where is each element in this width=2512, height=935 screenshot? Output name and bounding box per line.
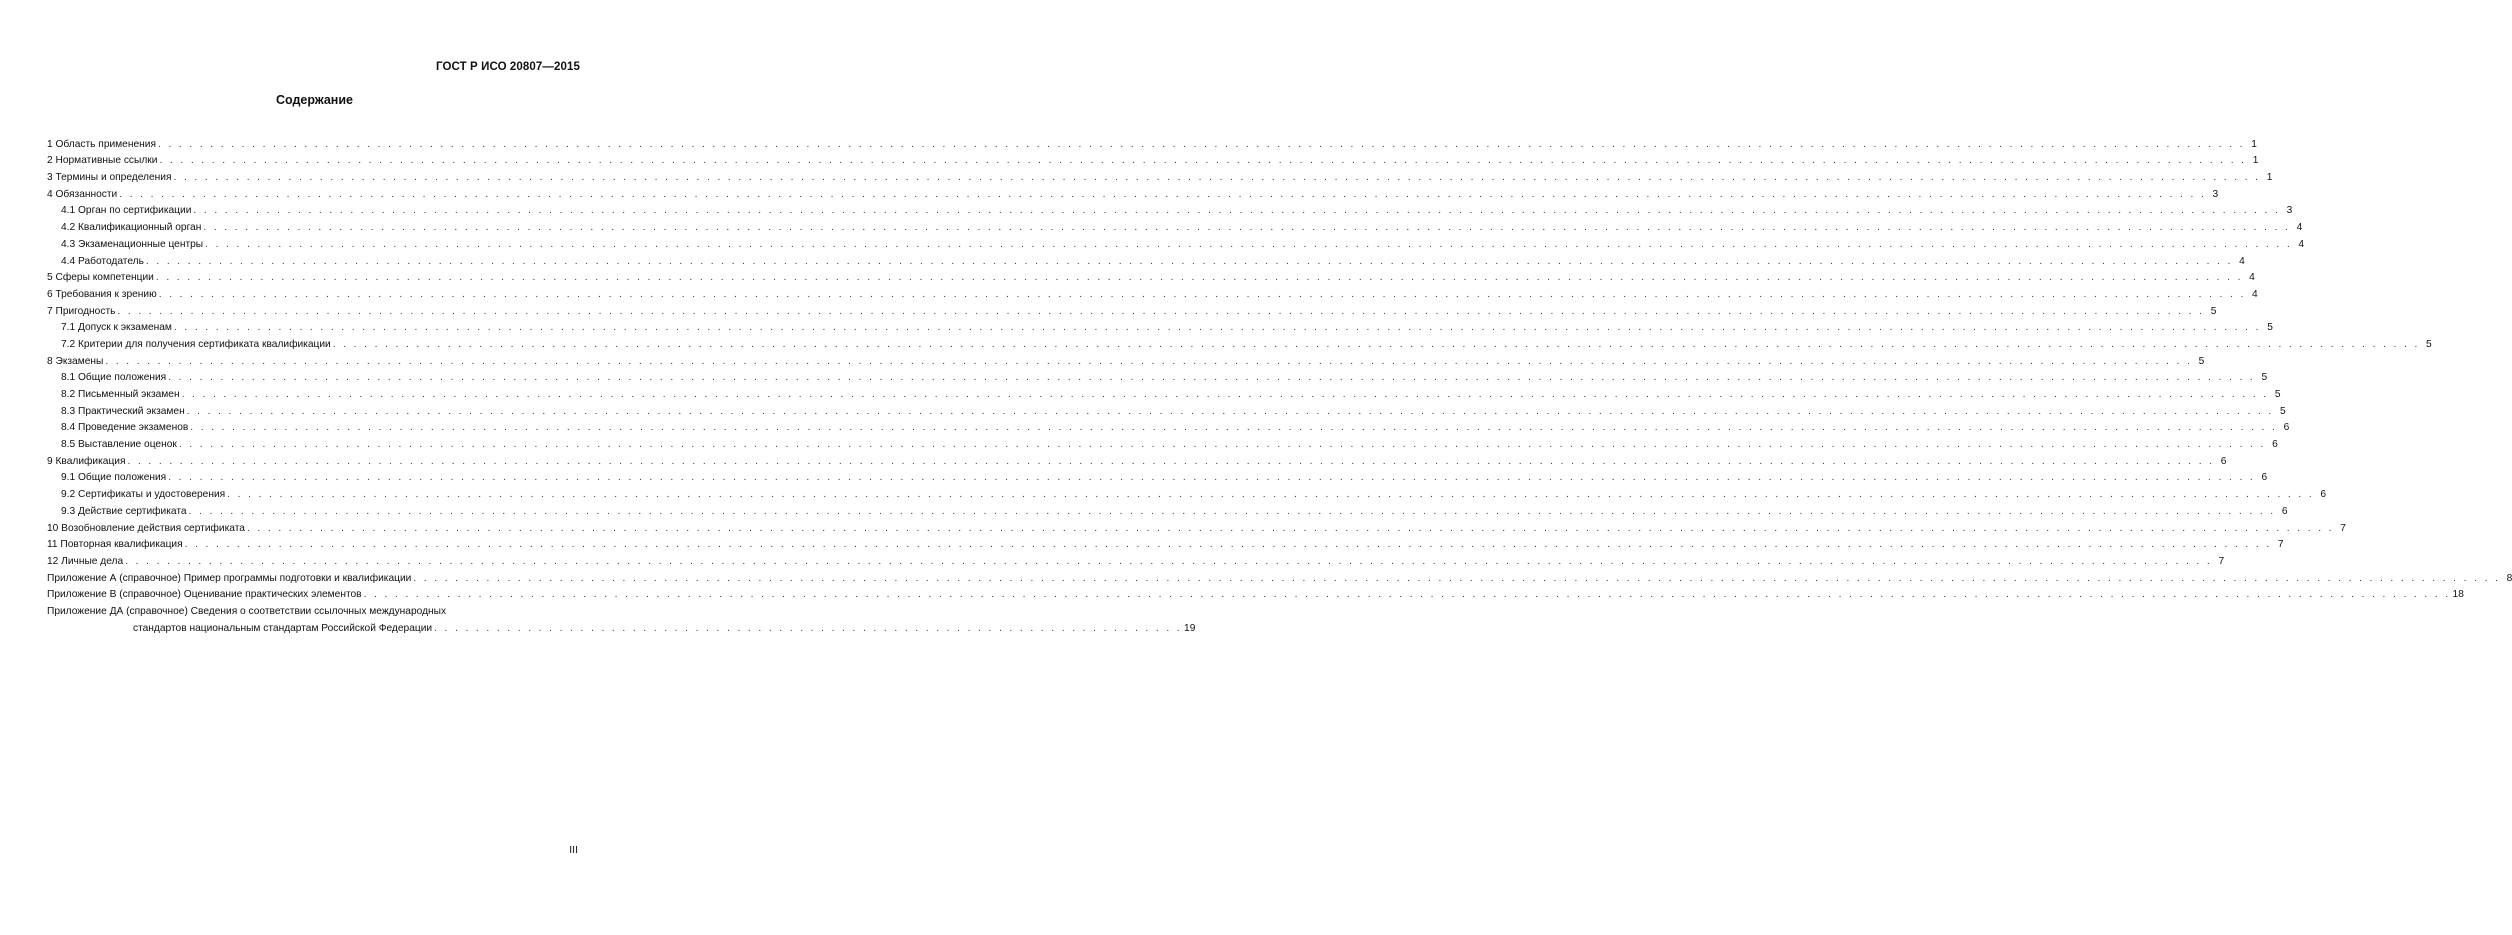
dot-leader: . . . . . . . . . . . . . . . . . . . . . . . . . . . . . . . . . . . . . . . . . . . . . . . . . . . . . . . . . . . . . . . . . . . . . . . . . . . . . . . . . . . . . . . . . . . . . . . . . . . . . . . . . . . . . . . . . . . . . . . . . . . . . . . . . . . . . . . . . . . . . . . . . . . . . . . . . . . . . . . . . . . . . . . . . . . . . . . . . . . . . . . . . . . . . . . . . . . . . . . . [127,455,2215,467]
dot-leader: . . . . . . . . . . . . . . . . . . . . . . . . . . . . . . . . . . . . . . . . . . . . . . . . . . . . . . . . . . . . . . . . . . . . . . . . . . . . . . . . . . . . . . . . . . . . . . . . . . . . . . . . . . . . . . . . . . . . . . . . . . . . . . . . . . . . . . . . . . . . . . . . . . . . . . . . . . . . . . . . . . . . . . . . . . . . . . . . . . . . . . . . . . . . . . . . . . . . . . . . [168,372,2256,384]
toc-entry-label: 5 Сферы компетенции [47,272,154,284]
toc-entry[interactable] [47,233,2305,250]
toc-entry[interactable] [47,534,2284,551]
toc-entry-page: 5 [2198,355,2205,367]
toc-entry-label: 1 Область применения [47,138,156,150]
toc-entry[interactable] [47,150,2259,167]
toc-entry[interactable] [47,550,2225,567]
toc-entry[interactable] [47,317,2273,334]
toc-entry[interactable] [47,367,2268,384]
toc-entry-page: 4 [2298,238,2305,250]
dot-leader: . . . . . . . . . . . . . . . . . . . . . . . . . . . . . . . . . . . . . . . . . . . . . . . . . . . . . . . . . . . . . . . . . . . . . . . . . . . . . . . . . . . . . . . . . . . . . . . . . . . . . . . . . . . . . . . . . . . . . . . . . . . . . . . . . . . . . . . . . . . . . . . . . . . . . . . . . . . . . . . . . . . . . . . . . . . . . . . . . . . . . . . . . . . . . . . . . . . . . . . . [188,505,2276,517]
toc-entry[interactable] [47,383,2281,400]
toc-entry-label: 9 Квалификация [47,455,126,467]
dot-leader: . . . . . . . . . . . . . . . . . . . . . . . . . . . . . . . . . . . . . . . . . . . . . . . . . . . . . . . . . . . . . . . . . . . . . . . . . . . . . . . . . . . . . . . . . . . . . . . . . . . . . . . . . . . . . . . . . . . . . . . . . . . . . . . . . . . . . . . . . . . . . . . . . . . . . . . . . . . . . . . . . . . . . . . . . . . . . . . . . . . . . . . . . . . . . . . . . . . . . . . . [186,405,2274,417]
toc-entry-label: Приложение В (справочное) Оценивание практических элементов [47,589,362,601]
toc-entry-page: 7 [2277,539,2284,551]
dot-leader: . . . . . . . . . . . . . . . . . . . . . . . . . . . . . . . . . . . . . . . . . . . . . . . . . . . . . . . . . . . . . . . . . . . . . . . . . . . . . . . . . . . . . . . . . . . . . . . . . . . . . . . . . . . . . . . . . . . . . . . . . . . . . . . . . . . . . . . . . . . . . . . . . . . . . . . . . . . . . . . . . . . . . . . . . . . . . . . . . . . . . . . . . . . . . . . . . . . . . . . . [413,572,2501,584]
toc-entry-page: 3 [2212,188,2219,200]
document-designation: ГОСТ Р ИСО 20807—2015 [435,61,580,73]
toc-entry-label: 8.3 Практический экзамен [61,405,185,417]
toc-entry-label: 4.1 Орган по сертификации [61,205,192,217]
toc-entry[interactable] [47,133,2257,150]
dot-leader: . . . . . . . . . . . . . . . . . . . . . . . . . . . . . . . . . . . . . . . . . . . . . . . . . . . . . . . . . . . . . . . . . . . . . . . . . . . . . . . . . . . . . . . . . . . . . . . . . . . . . . . . . . . . . . . . . . . . . . . . . . . . . . . . . . . . . . . . . . . . . . . . . . . . . . . . . . . . . . . . . . . . . . . . . . . . . . . . . . . . . . . . . . . . . . . . . . . . . . . . [158,288,2246,300]
dot-leader: . . . . . . . . . . . . . . . . . . . . . . . . . . . . . . . . . . . . . . . . . . . . . . . . . . . . . . . . . . . . . . . . . . . . . . . . . . . . . . . . . . . . . . . . . . . . . . . . . . . . . . . . . . . . . . . . . . . . . . . . . . . . . . . . . . . . . . . . . . . . . . . . . . . . . . . . . . . . . . . . . . . . . . . . . . . . . . . . . . . . . . . . . . . . . . . . . . . . . . . . [145,255,2233,267]
toc-entry-page: 7 [2218,555,2225,567]
toc-entry-label: стандартов национальным стандартам Российской Федерации [133,622,433,634]
table-of-contents [47,133,2512,634]
toc-entry-label: 10 Возобновление действия сертификата [47,522,245,534]
page-title: Содержание [275,93,353,107]
toc-entry-label: 2 Нормативные ссылки [47,155,158,167]
toc-entry[interactable] [47,584,2464,601]
toc-entry-label: 9.3 Действие сертификата [61,505,187,517]
dot-leader: . . . . . . . . . . . . . . . . . . . . . . . . . . . . . . . . . . . . . . . . . . . . . . . . . . . . . . . . . . . . . . . . . . . . . . . . . . . . . . . . . . . . . . . . . . . . . . . . . . . . . . . . . . . . . . . . . . . . . . . . . . . . . . . . . . . . . . . . . . . . . . . . . . . . . . . . . . . . . . . . . . . . . . . . . . . . . . . . . . . . . . . . . . . . . . . . . . . . . . . . [181,389,2269,400]
toc-entry-page: 4 [2239,255,2245,267]
dot-leader: . . . . . . . . . . . . . . . . . . . . . . . . . . . . . . . . . . . . . . . . . . . . . . . . . . . . . . . . . . . . . . . . . . . . . . . . [434,622,1183,634]
toc-entry-page: 5 [2261,372,2268,384]
toc-entry-label: 7.2 Критерии для получения сертификата квалификации [61,338,331,350]
toc-entry[interactable] [47,500,2288,517]
toc-entry[interactable] [47,433,2278,451]
toc-entry[interactable] [47,517,2346,534]
toc-entry-page: 5 [2426,338,2432,350]
toc-entry-page: 4 [2252,288,2258,300]
toc-entry[interactable] [47,350,2205,367]
dot-leader: . . . . . . . . . . . . . . . . . . . . . . . . . . . . . . . . . . . . . . . . . . . . . . . . . . . . . . . . . . . . . . . . . . . . . . . . . . . . . . . . . . . . . . . . . . . . . . . . . . . . . . . . . . . . . . . . . . . . . . . . . . . . . . . . . . . . . . . . . . . . . . . . . . . . . . . . . . . . . . . . . . . . . . . . . . . . . . . . . . . . . . . . . . . . . . . . . . . . . . . . [227,489,2315,501]
dot-leader: . . . . . . . . . . . . . . . . . . . . . . . . . . . . . . . . . . . . . . . . . . . . . . . . . . . . . . . . . . . . . . . . . . . . . . . . . . . . . . . . . . . . . . . . . . . . . . . . . . . . . . . . . . . . . . . . . . . . . . . . . . . . . . . . . . . . . . . . . . . . . . . . . . . . . . . . . . . . . . . . . . . . . . . . . . . . . . . . . . . . . . . . . . . . . . . . . . . . . . . . [159,155,2247,167]
toc-entry[interactable] [47,567,2512,584]
page-number: III [569,844,578,856]
toc-entry-page: 5 [2267,322,2273,334]
dot-leader: . . . . . . . . . . . . . . . . . . . . . . . . . . . . . . . . . . . . . . . . . . . . . . . . . . . . . . . . . . . . . . . . . . . . . . . . . . . . . . . . . . . . . . . . . . . . . . . . . . . . . . . . . . . . . . . . . . . . . . . . . . . . . . . . . . . . . . . . . . . . . . . . . . . . . . . . . . . . . . . . . . . . . . . . . . . . . . . . . . . . . . . . . . . . . . . . . . . . . . . . [173,322,2261,334]
dot-leader: . . . . . . . . . . . . . . . . . . . . . . . . . . . . . . . . . . . . . . . . . . . . . . . . . . . . . . . . . . . . . . . . . . . . . . . . . . . . . . . . . . . . . . . . . . . . . . . . . . . . . . . . . . . . . . . . . . . . . . . . . . . . . . . . . . . . . . . . . . . . . . . . . . . . . . . . . . . . . . . . . . . . . . . . . . . . . . . . . . . . . . . . . . . . . . . . . . . . . . . . [363,589,2451,601]
dot-leader: . . . . . . . . . . . . . . . . . . . . . . . . . . . . . . . . . . . . . . . . . . . . . . . . . . . . . . . . . . . . . . . . . . . . . . . . . . . . . . . . . . . . . . . . . . . . . . . . . . . . . . . . . . . . . . . . . . . . . . . . . . . . . . . . . . . . . . . . . . . . . . . . . . . . . . . . . . . . . . . . . . . . . . . . . . . . . . . . . . . . . . . . . . . . . . . . . . . . . . . . [184,539,2272,551]
toc-entry-page: 6 [2320,489,2327,501]
toc-entry[interactable] [47,483,2327,501]
toc-entry-label: 4 Обязанности [47,188,118,200]
toc-entry-label: Приложение А (справочное) Пример программы подготовки и квалификации [47,572,412,584]
toc-entry-label: 9.1 Общие положения [61,472,167,484]
toc-entry-page: 7 [2340,522,2346,534]
toc-entry-page: 6 [2272,439,2278,451]
toc-entry-page: 5 [2274,389,2281,400]
toc-entry-label: 3 Термины и определения [47,172,172,184]
toc-entry-page: 5 [2279,405,2286,417]
toc-entry-page: 6 [2281,505,2288,517]
toc-entry-page: 6 [2283,422,2290,434]
dot-leader: . . . . . . . . . . . . . . . . . . . . . . . . . . . . . . . . . . . . . . . . . . . . . . . . . . . . . . . . . . . . . . . . . . . . . . . . . . . . . . . . . . . . . . . . . . . . . . . . . . . . . . . . . . . . . . . . . . . . . . . . . . . . . . . . . . . . . . . . . . . . . . . . . . . . . . . . . . . . . . . . . . . . . . . . . . . . . . . . . . . . . . . . . . . . . . . . . . . . . . . . [193,205,2281,217]
toc-entry[interactable] [47,200,2293,217]
toc-entry-page: 18 [2452,589,2464,601]
dot-leader: . . . . . . . . . . . . . . . . . . . . . . . . . . . . . . . . . . . . . . . . . . . . . . . . . . . . . . . . . . . . . . . . . . . . . . . . . . . . . . . . . . . . . . . . . . . . . . . . . . . . . . . . . . . . . . . . . . . . . . . . . . . . . . . . . . . . . . . . . . . . . . . . . . . . . . . . . . . . . . . . . . . . . . . . . . . . . . . . . . . . . . . . . . . . . . . . . . . . . . . . [246,522,2334,534]
dot-leader: . . . . . . . . . . . . . . . . . . . . . . . . . . . . . . . . . . . . . . . . . . . . . . . . . . . . . . . . . . . . . . . . . . . . . . . . . . . . . . . . . . . . . . . . . . . . . . . . . . . . . . . . . . . . . . . . . . . . . . . . . . . . . . . . . . . . . . . . . . . . . . . . . . . . . . . . . . . . . . . . . . . . . . . . . . . . . . . . . . . . . . . . . . . . . . . . . . . . . . . . [205,238,2293,250]
dot-leader: . . . . . . . . . . . . . . . . . . . . . . . . . . . . . . . . . . . . . . . . . . . . . . . . . . . . . . . . . . . . . . . . . . . . . . . . . . . . . . . . . . . . . . . . . . . . . . . . . . . . . . . . . . . . . . . . . . . . . . . . . . . . . . . . . . . . . . . . . . . . . . . . . . . . . . . . . . . . . . . . . . . . . . . . . . . . . . . . . . . . . . . . . . . . . . . . . . . . . . . . [155,272,2243,284]
toc-entry-page: 3 [2286,205,2293,217]
toc-entry-label: 12 Личные дела [47,555,124,567]
dot-leader: . . . . . . . . . . . . . . . . . . . . . . . . . . . . . . . . . . . . . . . . . . . . . . . . . . . . . . . . . . . . . . . . . . . . . . . . . . . . . . . . . . . . . . . . . . . . . . . . . . . . . . . . . . . . . . . . . . . . . . . . . . . . . . . . . . . . . . . . . . . . . . . . . . . . . . . . . . . . . . . . . . . . . . . . . . . . . . . . . . . . . . . . . . . . . . . . . . . . . . . . [125,555,2213,567]
dot-leader: . . . . . . . . . . . . . . . . . . . . . . . . . . . . . . . . . . . . . . . . . . . . . . . . . . . . . . . . . . . . . . . . . . . . . . . . . . . . . . . . . . . . . . . . . . . . . . . . . . . . . . . . . . . . . . . . . . . . . . . . . . . . . . . . . . . . . . . . . . . . . . . . . . . . . . . . . . . . . . . . . . . . . . . . . . . . . . . . . . . . . . . . . . . . . . . . . . . . . . . . [117,305,2205,317]
toc-entry-label: 7 Пригодность [47,305,116,317]
toc-entry-annex-da-line2[interactable] [47,617,1196,634]
dot-leader: . . . . . . . . . . . . . . . . . . . . . . . . . . . . . . . . . . . . . . . . . . . . . . . . . . . . . . . . . . . . . . . . . . . . . . . . . . . . . . . . . . . . . . . . . . . . . . . . . . . . . . . . . . . . . . . . . . . . . . . . . . . . . . . . . . . . . . . . . . . . . . . . . . . . . . . . . . . . . . . . . . . . . . . . . . . . . . . . . . . . . . . . . . . . . . . . . . . . . . . . [203,222,2291,234]
toc-entry-label: Приложение ДА (справочное) Сведения о соответствии ссылочных международных [47,605,447,617]
dot-leader: . . . . . . . . . . . . . . . . . . . . . . . . . . . . . . . . . . . . . . . . . . . . . . . . . . . . . . . . . . . . . . . . . . . . . . . . . . . . . . . . . . . . . . . . . . . . . . . . . . . . . . . . . . . . . . . . . . . . . . . . . . . . . . . . . . . . . . . . . . . . . . . . . . . . . . . . . . . . . . . . . . . . . . . . . . . . . . . . . . . . . . . . . . . . . . . . . . . . . . . . [105,355,2193,367]
toc-entry-label: 4.2 Квалификационный орган [61,222,202,234]
toc-entry-page: 5 [2210,305,2217,317]
dot-leader: . . . . . . . . . . . . . . . . . . . . . . . . . . . . . . . . . . . . . . . . . . . . . . . . . . . . . . . . . . . . . . . . . . . . . . . . . . . . . . . . . . . . . . . . . . . . . . . . . . . . . . . . . . . . . . . . . . . . . . . . . . . . . . . . . . . . . . . . . . . . . . . . . . . . . . . . . . . . . . . . . . . . . . . . . . . . . . . . . . . . . . . . . . . . . . . . . . . . . . . . [332,338,2420,350]
toc-entry-page: 8 [2506,572,2512,584]
toc-entry-label: 8.4 Проведение экзаменов [61,422,189,434]
toc-entry-page: 1 [2252,155,2259,167]
toc-entry[interactable] [47,250,2245,267]
toc-entry[interactable] [47,166,2273,184]
toc-entry-label: 8.1 Общие положения [61,372,167,384]
toc-entry-label: 8.5 Выставление оценок [61,439,177,451]
toc-entry[interactable] [47,300,2217,317]
dot-leader: . . . . . . . . . . . . . . . . . . . . . . . . . . . . . . . . . . . . . . . . . . . . . . . . . . . . . . . . . . . . . . . . . . . . . . . . . . . . . . . . . . . . . . . . . . . . . . . . . . . . . . . . . . . . . . . . . . . . . . . . . . . . . . . . . . . . . . . . . . . . . . . . . . . . . . . . . . . . . . . . . . . . . . . . . . . . . . . . . . . . . . . . . . . . . . . . . . . . . . . . [190,422,2278,434]
toc-entry-label: 9.2 Сертификаты и удостоверения [61,489,226,501]
toc-entry-page: 1 [2251,138,2257,150]
toc-entry-label: 4.4 Работодатель [61,255,144,267]
dot-leader: . . . . . . . . . . . . . . . . . . . . . . . . . . . . . . . . . . . . . . . . . . . . . . . . . . . . . . . . . . . . . . . . . . . . . . . . . . . . . . . . . . . . . . . . . . . . . . . . . . . . . . . . . . . . . . . . . . . . . . . . . . . . . . . . . . . . . . . . . . . . . . . . . . . . . . . . . . . . . . . . . . . . . . . . . . . . . . . . . . . . . . . . . . . . . . . . . . . . . . . . [119,188,2207,200]
toc-entry-label: 4.3 Экзаменационные центры [61,238,204,250]
toc-entry-page: 1 [2266,172,2273,184]
toc-entry-page: 4 [2296,222,2303,234]
dot-leader: . . . . . . . . . . . . . . . . . . . . . . . . . . . . . . . . . . . . . . . . . . . . . . . . . . . . . . . . . . . . . . . . . . . . . . . . . . . . . . . . . . . . . . . . . . . . . . . . . . . . . . . . . . . . . . . . . . . . . . . . . . . . . . . . . . . . . . . . . . . . . . . . . . . . . . . . . . . . . . . . . . . . . . . . . . . . . . . . . . . . . . . . . . . . . . . . . . . . . . . . [157,138,2245,150]
toc-entry-annex-da-line1[interactable] [47,600,584,617]
toc-entry[interactable] [47,333,2432,350]
toc-entry-label: 6 Требования к зрению [47,288,157,300]
toc-entry-label: 8.2 Письменный экзамен [61,389,180,400]
toc-entry[interactable] [47,450,2227,467]
toc-entry-label: 8 Экзамены [47,355,104,367]
toc-entry[interactable] [47,183,2219,200]
toc-entry-page: 6 [2220,455,2227,467]
toc-entry-label: 11 Повторная квалификация [47,539,183,551]
toc-entry[interactable] [47,417,2290,434]
toc-entry[interactable] [47,267,2255,284]
dot-leader: . . . . . . . . . . . . . . . . . . . . . . . . . . . . . . . . . . . . . . . . . . . . . . . . . . . . . . . . . . . . . . . . . . . . . . . . . . . . . . . . . . . . . . . . . . . . . . . . . . . . . . . . . . . . . . . . . . . . . . . . . . . . . . . . . . . . . . . . . . . . . . . . . . . . . . . . . . . . . . . . . . . . . . . . . . . . . . . . . . . . . . . . . . . . . . . . . . . . . . . . [178,439,2266,451]
toc-entry-page: 6 [2261,472,2268,484]
toc-entry[interactable] [47,400,2286,417]
toc-entry-page: 4 [2249,272,2255,284]
toc-entry[interactable] [47,467,2268,484]
toc-entry[interactable] [47,216,2303,234]
dot-leader: . . . . . . . . . . . . . . . . . . . . . . . . . . . . . . . . . . . . . . . . . . . . . . . . . . . . . . . . . . . . . . . . . . . . . . . . . . . . . . . . . . . . . . . . . . . . . . . . . . . . . . . . . . . . . . . . . . . . . . . . . . . . . . . . . . . . . . . . . . . . . . . . . . . . . . . . . . . . . . . . . . . . . . . . . . . . . . . . . . . . . . . . . . . . . . . . . . . . . . . . [173,172,2261,184]
toc-entry-label: 7.1 Допуск к экзаменам [61,322,172,334]
dot-leader: . . . . . . . . . . . . . . . . . . . . . . . . . . . . . . . . . . . . . . . . . . . . . . . . . . . . . . . . . . . . . . . . . . . . . . . . . . . . . . . . . . . . . . . . . . . . . . . . . . . . . . . . . . . . . . . . . . . . . . . . . . . . . . . . . . . . . . . . . . . . . . . . . . . . . . . . . . . . . . . . . . . . . . . . . . . . . . . . . . . . . . . . . . . . . . . . . . . . . . . . [168,472,2256,484]
toc-entry[interactable] [47,283,2258,300]
toc-entry-page: 19 [1184,622,1196,634]
